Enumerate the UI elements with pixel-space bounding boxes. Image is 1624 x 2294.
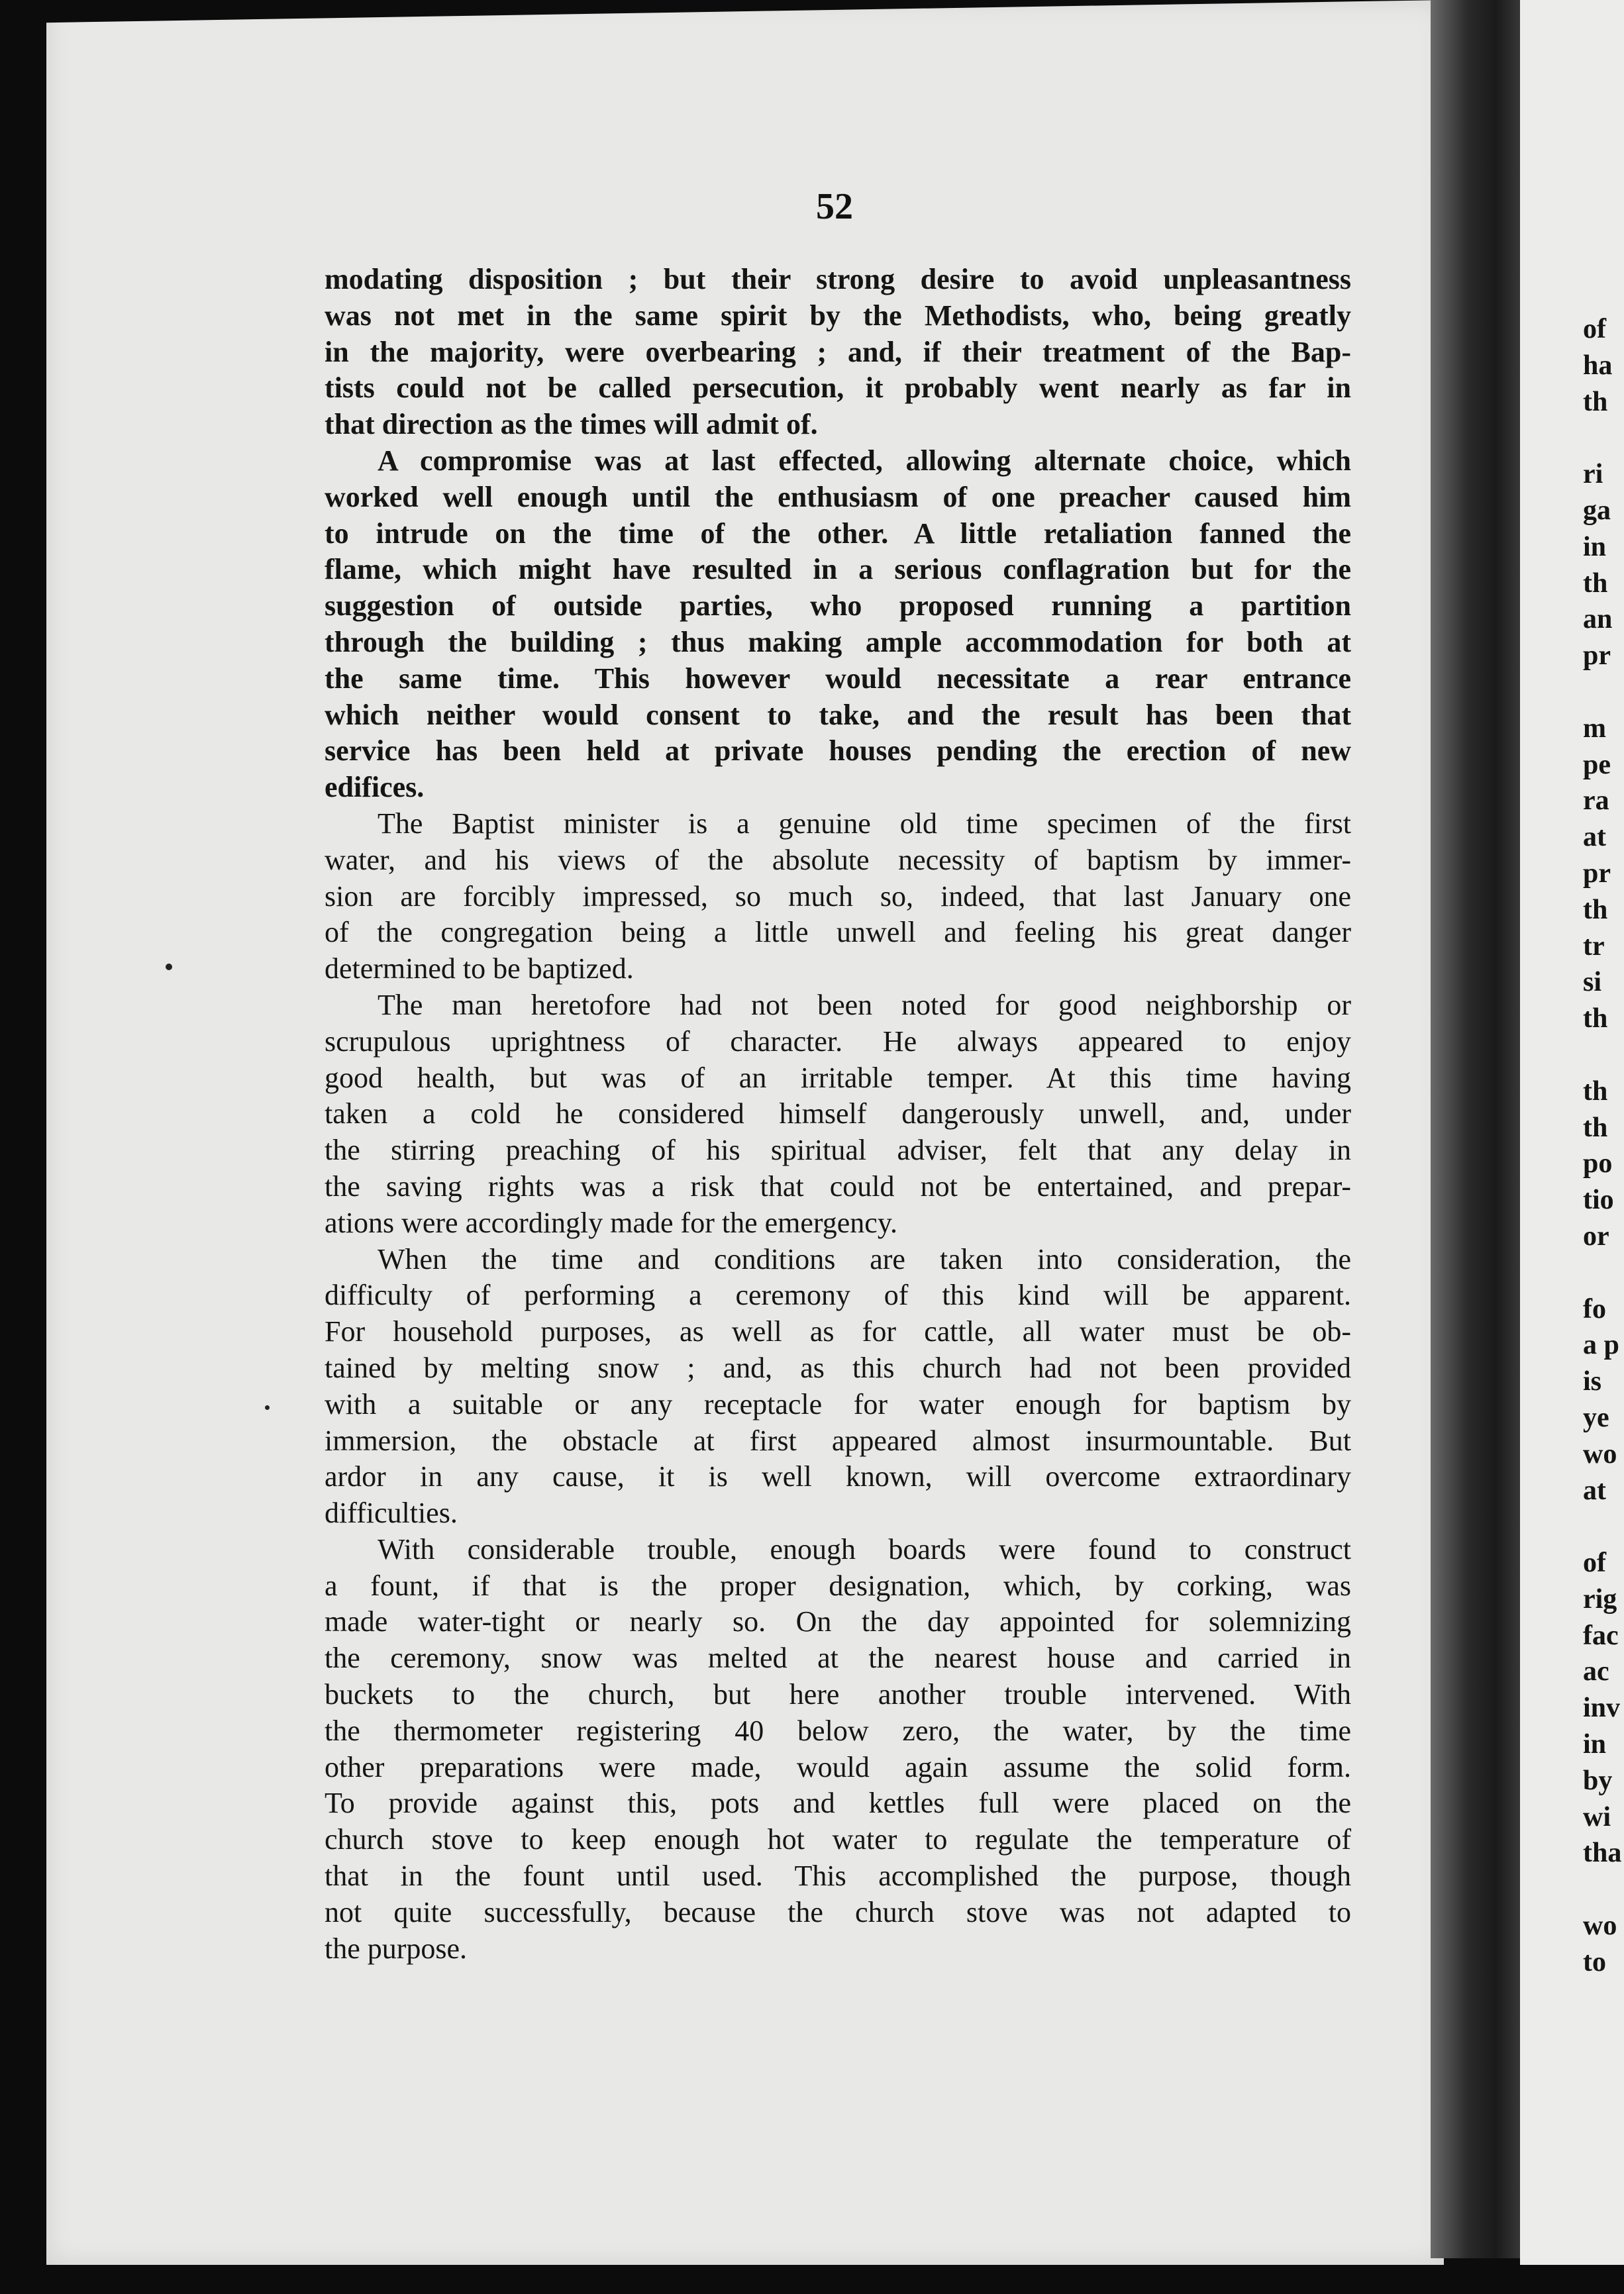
facing-text-fragment: ye <box>1583 1402 1609 1433</box>
text-line: difficulty of performing a ceremony of this kind will be apparent. <box>325 1279 1351 1312</box>
text-line: that in the fount until used. This accomplished the purpose, though <box>325 1860 1351 1893</box>
facing-text-fragment: ra <box>1583 785 1609 817</box>
facing-text-fragment <box>1583 1037 1624 1073</box>
text-line: worked well enough until the enthusiasm of one preacher caused him <box>325 480 1351 513</box>
facing-text-fragment: at <box>1583 822 1606 853</box>
text-line: that direction as the times will admit of. <box>325 408 818 441</box>
facing-text-fragment: is <box>1583 1366 1602 1397</box>
facing-text-fragment: po <box>1583 1148 1613 1179</box>
text-line: the stirring preaching of his spiritual adviser, felt that any delay in <box>325 1134 1351 1167</box>
text-line: The man heretofore had not been noted for good neighborship or <box>378 988 1351 1021</box>
facing-text-fragment: of <box>1583 1548 1606 1579</box>
text-line: a fount, if that is the proper designation, which, by corking, was <box>325 1569 1351 1602</box>
facing-text-fragment: ga <box>1583 495 1611 526</box>
book-gutter <box>1431 0 1523 2258</box>
facing-text-fragment: ri <box>1583 459 1603 490</box>
paragraph <box>325 443 1351 806</box>
text-line: which neither would consent to take, and the result has been that <box>325 698 1351 731</box>
text-line: When the time and conditions are taken into consideration, the <box>378 1242 1351 1275</box>
text-line: tists could not be called persecution, it probably went nearly as far in <box>325 372 1351 405</box>
text-line: through the building ; thus making ample accommodation for both at <box>325 625 1351 658</box>
facing-text-fragment: tio <box>1583 1185 1614 1216</box>
text-line: to intrude on the time of the other. A little retaliation fanned the <box>325 517 1351 550</box>
text-line: determined to be baptized. <box>325 952 634 985</box>
text-line: taken a cold he considered himself dangerously unwell, and, under <box>325 1097 1351 1130</box>
text-line: A compromise was at last effected, allowing alternate choice, which <box>378 444 1351 477</box>
text-line: in the majority, were overbearing ; and, if their treatment of the Bap- <box>325 335 1351 368</box>
facing-text-fragment: ac <box>1583 1656 1609 1687</box>
facing-text-fragment <box>1583 1871 1624 1908</box>
paragraph <box>325 1242 1351 1532</box>
facing-text-fragment: th <box>1583 894 1608 925</box>
text-line: ardor in any cause, it is well known, will overcome extraordinary <box>325 1460 1351 1493</box>
facing-text-fragment: pe <box>1583 749 1611 780</box>
ink-speck <box>265 1405 270 1410</box>
facing-text-fragment: rig <box>1583 1583 1617 1615</box>
text-line: other preparations were made, would again assume the solid form. <box>325 1750 1351 1783</box>
facing-text-fragment: at <box>1583 1475 1606 1506</box>
paragraph <box>325 1532 1351 1968</box>
paragraph <box>325 262 1351 443</box>
text-line: edifices. <box>325 771 425 804</box>
text-line: sion are forcibly impressed, so much so, indeed, that last January one <box>325 879 1351 913</box>
text-line: tained by melting snow ; and, as this church had not been provided <box>325 1351 1351 1384</box>
text-line: the same time. This however would necessitate a rear entrance <box>325 662 1351 695</box>
facing-text-fragment: of <box>1583 314 1606 344</box>
text-line: modating disposition ; but their strong desire to avoid unpleasantness <box>325 263 1351 295</box>
text-line: suggestion of outside parties, who proposed running a partition <box>325 589 1351 623</box>
text-line: To provide against this, pots and kettles full were placed on the <box>325 1787 1351 1820</box>
text-line: was not met in the same spirit by the Methodists, who, being greatly <box>325 299 1351 332</box>
facing-text-fragment: fo <box>1583 1293 1606 1324</box>
facing-text-fragment: a p <box>1583 1330 1619 1361</box>
text-line: church stove to keep enough hot water to regulate the temperature of <box>325 1823 1351 1856</box>
text-line: the ceremony, snow was melted at the nearest house and carried in <box>325 1642 1351 1675</box>
text-line: For household purposes, as well as for cattle, all water must be ob- <box>325 1315 1351 1348</box>
facing-text-fragment: to <box>1583 1946 1606 1977</box>
facing-text-fragment: th <box>1583 1112 1608 1143</box>
paragraph <box>325 806 1351 987</box>
facing-text-fragment: pr <box>1583 858 1611 889</box>
facing-text-fragment: an <box>1583 604 1613 635</box>
text-line: flame, which might have resulted in a serious conflagration but for the <box>325 553 1351 586</box>
text-line: of the congregation being a little unwell and feeling his great danger <box>325 916 1351 949</box>
text-line: ations were accordingly made for the emergency. <box>325 1206 897 1239</box>
text-line: with a suitable or any receptacle for water enough for baptism by <box>325 1387 1351 1421</box>
text-line: not quite successfully, because the church stove was not adapted to <box>325 1895 1351 1928</box>
text-line: water, and his views of the absolute necessity of baptism by immer- <box>325 843 1351 876</box>
text-line: made water-tight or nearly so. On the day appointed for solemnizing <box>325 1605 1351 1638</box>
facing-text-fragment: th <box>1583 1075 1608 1107</box>
facing-text-fragment: th <box>1583 568 1608 599</box>
facing-text-fragment: wi <box>1583 1801 1611 1832</box>
facing-text-fragment: tha <box>1583 1838 1622 1869</box>
text-line: The Baptist minister is a genuine old time specimen of the first <box>378 807 1351 840</box>
paragraph <box>325 987 1351 1242</box>
facing-text-fragment: th <box>1583 386 1608 417</box>
facing-text-fragment: ha <box>1583 350 1613 381</box>
facing-page-text <box>1583 311 1624 1981</box>
text-line: With considerable trouble, enough boards were found to construct <box>378 1532 1351 1566</box>
facing-text-fragment: by <box>1583 1765 1613 1796</box>
text-line: good health, but was of an irritable temper. At this time having <box>325 1061 1351 1094</box>
facing-text-fragment <box>1583 1509 1624 1545</box>
text-line: difficulties. <box>325 1497 458 1530</box>
text-line: service has been held at private houses pending the erection of new <box>325 734 1351 768</box>
text-line: buckets to the church, but here another trouble intervened. With <box>325 1678 1351 1711</box>
facing-text-fragment: th <box>1583 1003 1608 1034</box>
facing-text-fragment: or <box>1583 1221 1609 1252</box>
facing-text-fragment: m <box>1583 713 1606 744</box>
facing-text-fragment <box>1583 674 1624 711</box>
ink-speck <box>166 964 172 970</box>
facing-text-fragment: pr <box>1583 640 1611 672</box>
facing-text-fragment: tr <box>1583 930 1605 962</box>
facing-text-fragment: wo <box>1583 1911 1617 1942</box>
facing-text-fragment: in <box>1583 1729 1607 1760</box>
page-number: 52 <box>816 186 853 227</box>
facing-text-fragment: si <box>1583 967 1602 998</box>
body-text <box>325 262 1351 1967</box>
facing-text-fragment: wo <box>1583 1438 1617 1470</box>
text-line: the saving rights was a risk that could not be entertained, and prepar- <box>325 1170 1351 1203</box>
text-line: the thermometer registering 40 below zero, the water, by the time <box>325 1714 1351 1747</box>
facing-text-fragment <box>1583 1255 1624 1291</box>
facing-text-fragment: fac <box>1583 1620 1619 1651</box>
text-line: immersion, the obstacle at first appeared almost insurmountable. But <box>325 1424 1351 1457</box>
facing-text-fragment <box>1583 420 1624 456</box>
facing-text-fragment: in <box>1583 531 1607 562</box>
text-line: scrupulous uprightness of character. He always appeared to enjoy <box>325 1024 1351 1058</box>
facing-text-fragment: inv <box>1583 1693 1621 1724</box>
text-line: the purpose. <box>325 1932 468 1965</box>
